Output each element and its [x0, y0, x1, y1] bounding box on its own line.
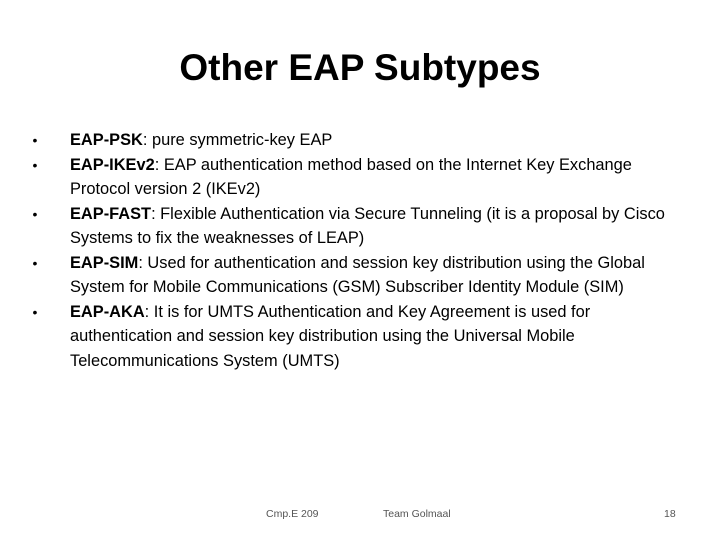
bullet-term: EAP-FAST [70, 204, 152, 223]
bullet-dot-icon: • [32, 156, 38, 173]
bullet-text: : It is for UMTS Authentication and Key Agreement is used for authentication and session key distribution using the Universal Mobile Telecommunications System (UMTS) [70, 302, 591, 370]
bullet-text: : Used for authentication and session key distribution using the Global System for Mobile Communications (GSM) Subscriber Identity Module (SIM) [70, 253, 645, 296]
bullet-item-eap-fast [28, 202, 688, 251]
bullet-item-eap-psk [28, 128, 688, 153]
bullet-term: EAP-PSK [70, 131, 143, 149]
bullet-item-eap-aka [28, 300, 688, 374]
bullet-dot-icon: • [32, 205, 38, 222]
bullet-text: : EAP authentication method based on the Internet Key Exchange Protocol version 2 (IKEv2) [70, 155, 632, 198]
bullet-term: EAP-SIM [70, 253, 139, 272]
footer-page-number: 18 [664, 508, 676, 520]
bullet-dot-icon: • [32, 254, 38, 271]
slide-title: Other EAP Subtypes [179, 47, 541, 88]
bullet-list [28, 128, 688, 373]
bullet-term: EAP-AKA [70, 302, 145, 321]
footer-course: Cmp.E 209 [266, 508, 319, 520]
bullet-dot-icon: • [32, 303, 38, 320]
footer-team: Team Golmaal [383, 508, 451, 520]
bullet-term: EAP-IKEv2 [70, 155, 155, 174]
bullet-text: : pure symmetric-key EAP [142, 131, 333, 149]
bullet-text: : Flexible Authentication via Secure Tunneling (it is a proposal by Cisco Systems to fix the weaknesses of LEAP) [70, 204, 665, 247]
bullet-item-eap-ikev2 [28, 153, 688, 202]
bullet-dot-icon: • [32, 132, 38, 148]
bullet-item-eap-sim [28, 251, 688, 300]
